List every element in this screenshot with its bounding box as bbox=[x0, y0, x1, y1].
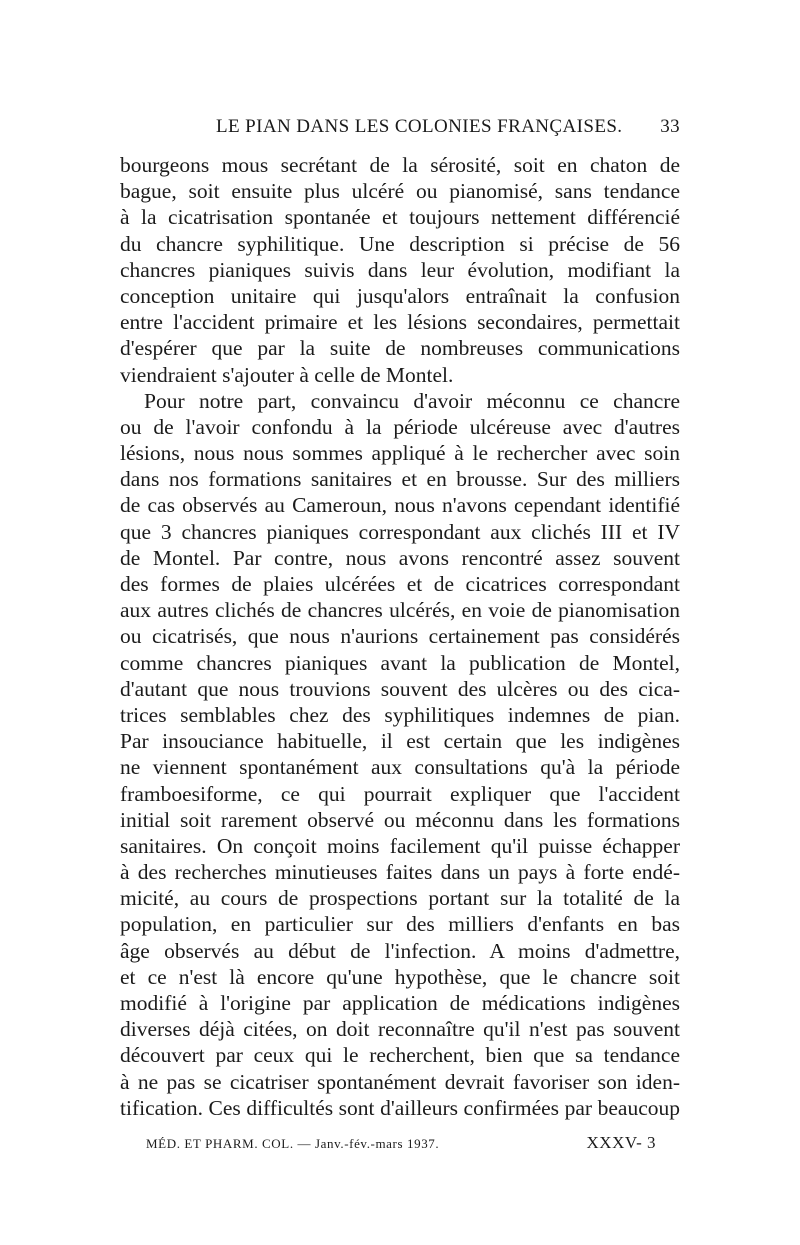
text-line: ou cicatrisés, que nous n'aurions certainement pas considérés bbox=[120, 624, 680, 649]
text-line: d'espérer que par la suite de nombreuses communications bbox=[120, 336, 680, 361]
text-line: lésions, nous nous sommes appliqué à le rechercher avec soin bbox=[120, 441, 680, 466]
text-line: framboesiforme, ce qui pourrait expliquer que l'accident bbox=[120, 781, 680, 806]
paragraph-1 bbox=[120, 152, 680, 388]
text-line: sanitaires. On conçoit moins facilement qu'il puisse échapper bbox=[120, 833, 680, 858]
text-line: viendraient s'ajouter à celle de Montel. bbox=[120, 362, 454, 387]
text-line: des formes de plaies ulcérées et de cicatrices correspondant bbox=[120, 572, 680, 596]
text-line: à des recherches minutieuses faites dans un pays à forte endé- bbox=[120, 860, 680, 885]
text-line: initial soit rarement observé ou méconnu dans les formations bbox=[120, 807, 680, 832]
text-line: ne viennent spontanément aux consultations qu'à la période bbox=[120, 755, 680, 780]
text-line: conception unitaire qui jusqu'alors entraînait la confusion bbox=[120, 283, 680, 308]
text-line: comme chancres pianiques avant la publication de Montel, bbox=[120, 650, 680, 675]
text-line: du chancre syphilitique. Une description si précise de 56 bbox=[120, 231, 680, 256]
signature-mark: XXXV- 3 bbox=[586, 1133, 656, 1152]
journal-citation: MÉD. ET PHARM. COL. — Janv.-fév.-mars 1937. bbox=[146, 1136, 440, 1151]
text-line: tification. Ces difficultés sont d'ailleurs confirmées par beaucoup bbox=[120, 1095, 680, 1120]
text-line: bourgeons mous secrétant de la sérosité, soit en chaton de bbox=[120, 153, 680, 177]
page-number: 33 bbox=[660, 116, 680, 137]
text-line: d'autant que nous trouvions souvent des ulcères ou des cica- bbox=[120, 676, 680, 701]
text-line: âge observés au début de l'infection. A moins d'admettre, bbox=[120, 938, 680, 963]
text-line: micité, au cours de prospections portant sur la totalité de la bbox=[120, 886, 680, 911]
text-line: que 3 chancres pianiques correspondant aux clichés III et IV bbox=[120, 519, 680, 544]
text-line: Pour notre part, convaincu d'avoir méconnu ce chancre bbox=[144, 388, 680, 413]
running-title: LE PIAN DANS LES COLONIES FRANÇAISES. bbox=[216, 116, 623, 137]
text-line: de cas observés au Cameroun, nous n'avons cependant identifié bbox=[120, 493, 680, 518]
text-line: trices semblables chez des syphilitiques indemnes de pian. bbox=[120, 702, 680, 727]
text-line: bague, soit ensuite plus ulcéré ou pianomisé, sans tendance bbox=[120, 179, 680, 204]
text-line: diverses déjà citées, on doit reconnaître qu'il n'est pas souvent bbox=[120, 1017, 680, 1042]
text-line: découvert par ceux qui le recherchent, bien que sa tendance bbox=[120, 1043, 680, 1068]
page-footer bbox=[146, 1133, 656, 1159]
text-line: et ce n'est là encore qu'une hypothèse, que le chancre soit bbox=[120, 964, 680, 989]
text-line: Par insouciance habituelle, il est certain que les indigènes bbox=[120, 729, 680, 754]
running-header bbox=[120, 116, 680, 146]
text-line: population, en particulier sur des milliers d'enfants en bas bbox=[120, 912, 680, 937]
text-line: ou de l'avoir confondu à la période ulcéreuse avec d'autres bbox=[120, 414, 680, 439]
text-line: à la cicatrisation spontanée et toujours nettement différencié bbox=[120, 205, 680, 230]
text-line: à ne pas se cicatriser spontanément devrait favoriser son iden- bbox=[120, 1069, 680, 1094]
text-line: de Montel. Par contre, nous avons rencontré assez souvent bbox=[120, 545, 680, 570]
body-text bbox=[120, 152, 680, 1121]
text-line: chancres pianiques suivis dans leur évolution, modifiant la bbox=[120, 257, 680, 282]
text-line: entre l'accident primaire et les lésions secondaires, permettait bbox=[120, 310, 680, 335]
text-line: dans nos formations sanitaires et en brousse. Sur des milliers bbox=[120, 467, 680, 492]
paragraph-2 bbox=[120, 388, 680, 1121]
text-line: aux autres clichés de chancres ulcérés, en voie de pianomisation bbox=[120, 598, 680, 623]
text-line: modifié à l'origine par application de médications indigènes bbox=[120, 991, 680, 1015]
